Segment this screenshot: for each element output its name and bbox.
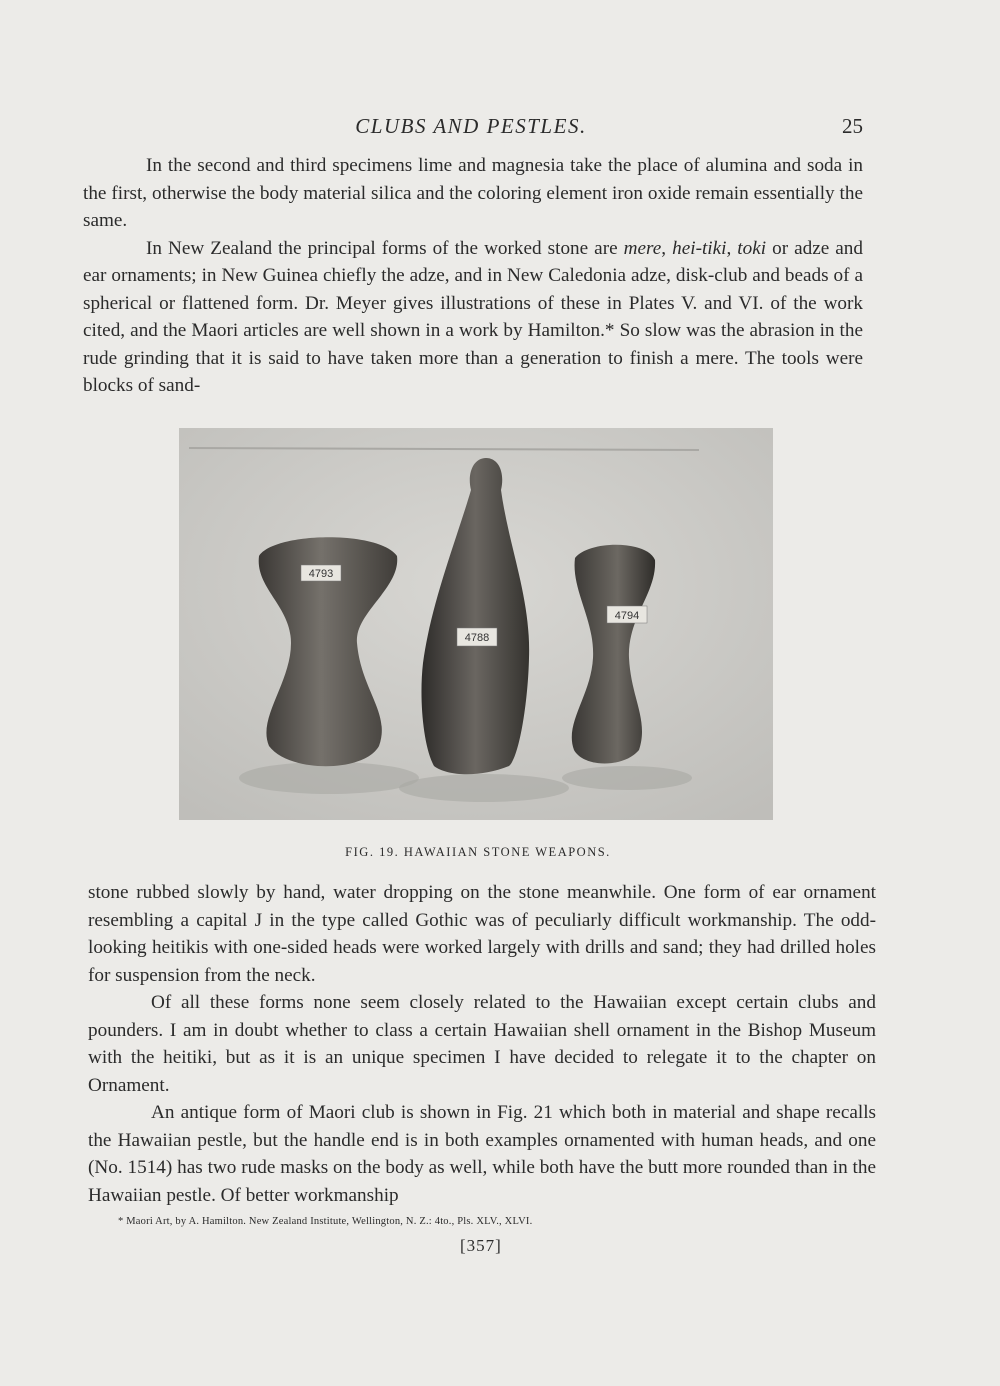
figure-photo [179, 428, 773, 820]
text-run: In New Zealand the principal forms of the worked stone are [146, 237, 624, 259]
paragraph [83, 235, 863, 400]
italic-term: mere [623, 237, 662, 259]
paragraph: stone rubbed slowly by hand, water dropping on the stone meanwhile. One form of ear ornament resembling a capital J in the type called Gothic was of peculiarly difficult workmanship. The odd-looking heitikis with one-sided heads were worked largely with drills and sand; they had drilled holes for suspension from the neck. [88, 882, 876, 986]
specimen-label-4793 [301, 565, 341, 581]
body-text-bottom [88, 879, 876, 1209]
figure-caption: FIG. 19. HAWAIIAN STONE WEAPONS. [345, 845, 611, 859]
paragraph: Of all these forms none seem closely related to the Hawaiian except certain clubs and pounders. I am in doubt whether to class a certain Hawaiian shell ornament in the Bishop Museum with the heitiki, but as it is an unique specimen I have decided to relegate it to the chapter on Ornament. [88, 992, 876, 1096]
text-run: , [661, 237, 673, 259]
running-title: CLUBS AND PESTLES. [355, 114, 587, 138]
svg-text:4788: 4788 [464, 632, 490, 644]
body-text-top [83, 152, 863, 400]
page-number: 25 [842, 114, 863, 138]
specimen-label-4788 [457, 628, 497, 646]
paragraph: An antique form of Maori club is shown in Fig. 21 which both in material and shape recalls the Hawaiian pestle, but the handle end is in both examples ornamented with human heads, and one (No. 1514) has two rude masks on the body as well, while both have the butt more rounded than in the Hawaiian pestle. Of better workmanship [88, 1102, 876, 1206]
paragraph: In the second and third specimens lime and magnesia take the place of alumina and soda in the first, otherwise the body material silica and the coloring element iron oxide remain essentially the same. [83, 155, 863, 231]
svg-text:4794: 4794 [614, 610, 640, 622]
text-run: or adze and ear ornaments; in New Guinea chiefly the adze, and in New Caledonia adze, disk-club and beads of a spherical or flattened form. Dr. Meyer gives illustrations of these in Plates V. and VI. of the work cited, and the Maori articles are well shown in a work by Hamilton.* So slow was the abrasion in the rude grinding that it is said to have taken more than a generation to finish a mere. The tools were blocks of sand- [83, 237, 863, 396]
svg-text:4793: 4793 [308, 568, 334, 580]
footer-page-mark: [357] [460, 1236, 502, 1255]
italic-term: hei-tiki [672, 237, 727, 259]
footnote: * Maori Art, by A. Hamilton. New Zealand Institute, Wellington, N. Z.: 4to., Pls. XLV., XLVI. [118, 1216, 533, 1227]
specimen-label-4794 [607, 606, 647, 623]
stone-weapons-photo [179, 428, 773, 820]
text-run: , [726, 237, 738, 259]
italic-term: toki [737, 237, 767, 259]
